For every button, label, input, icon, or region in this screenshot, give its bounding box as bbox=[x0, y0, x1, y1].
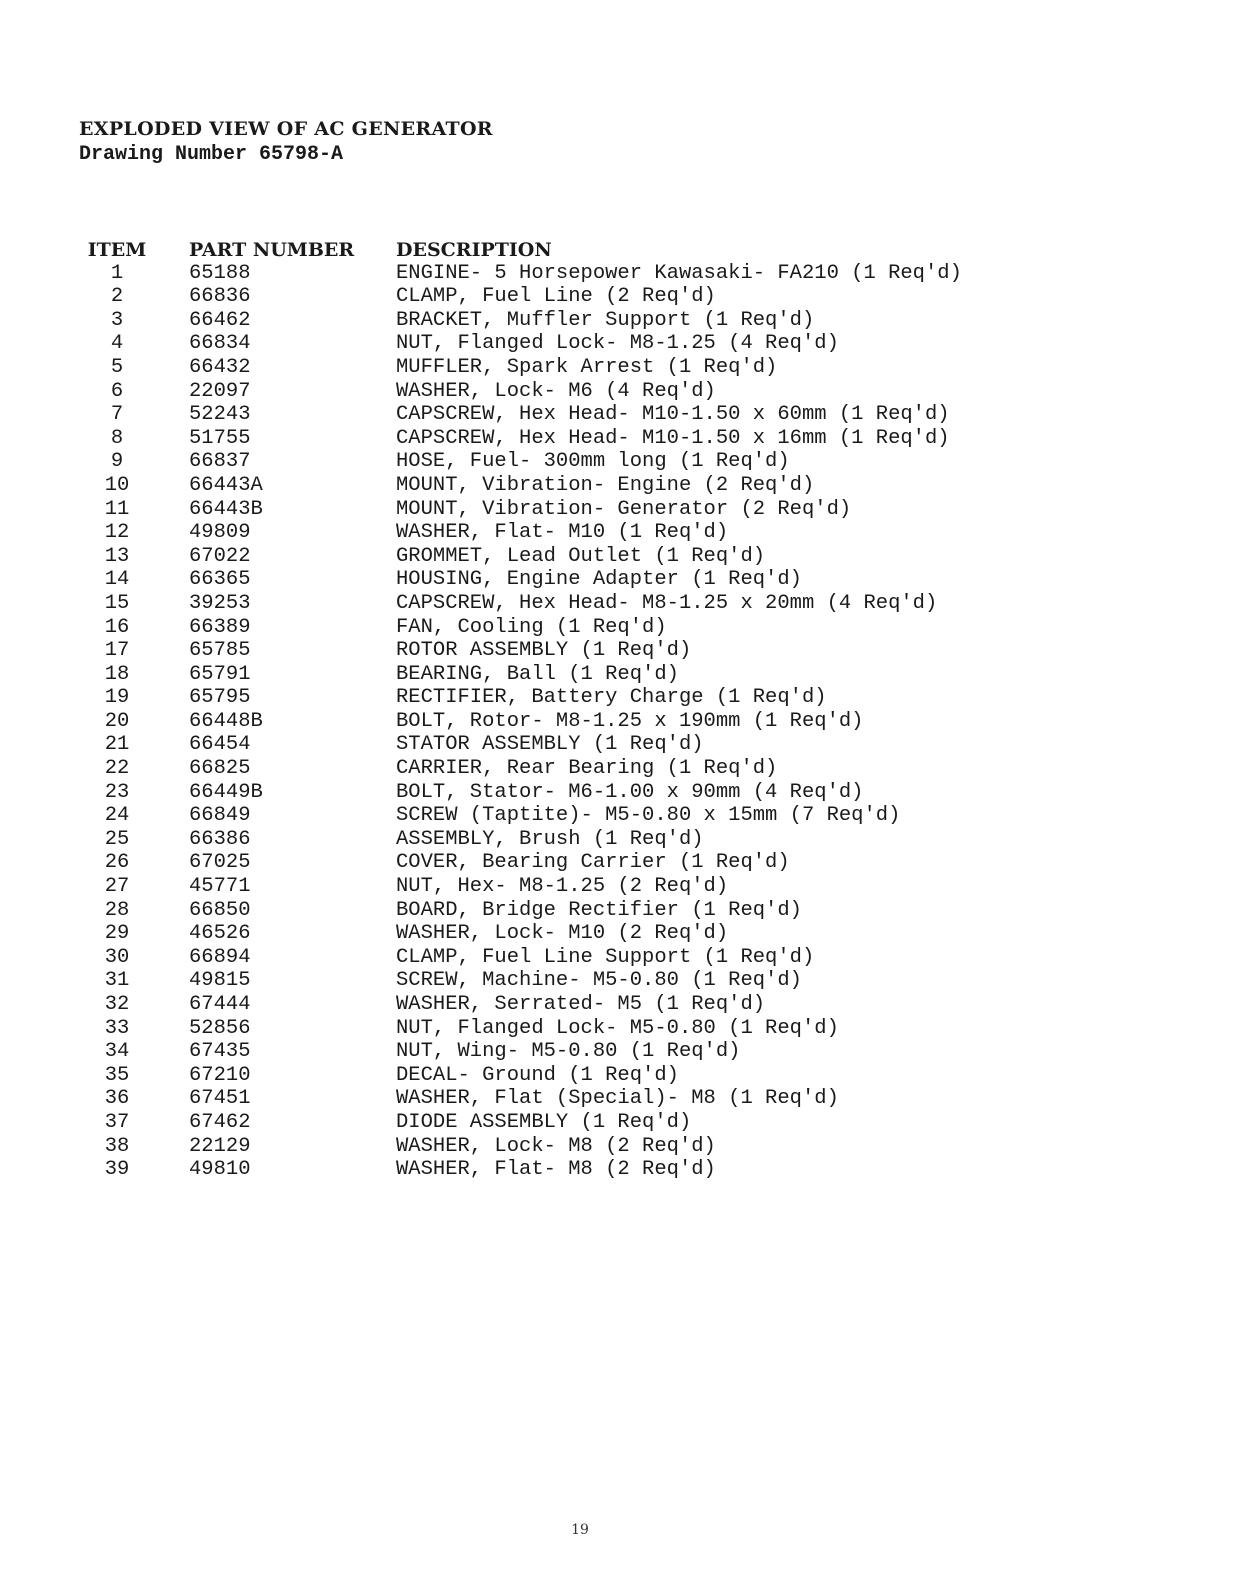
cell-item: 38 bbox=[104, 1134, 130, 1158]
cell-item: 33 bbox=[104, 1016, 130, 1040]
cell-part-number: 51755 bbox=[189, 426, 251, 450]
cell-part-number: 65188 bbox=[189, 261, 251, 285]
cell-part-number: 66834 bbox=[189, 332, 251, 356]
table-row bbox=[75, 804, 1076, 828]
cell-item: 25 bbox=[104, 827, 130, 851]
cell-part-number: 66454 bbox=[189, 733, 251, 757]
cell-part-number: 66837 bbox=[189, 450, 251, 474]
cell-description: ROTOR ASSEMBLY (1 Req'd) bbox=[396, 639, 692, 663]
table-row bbox=[75, 450, 1076, 474]
table-row bbox=[75, 379, 1076, 403]
cell-item: 20 bbox=[104, 709, 130, 733]
cell-item: 19 bbox=[104, 686, 130, 710]
cell-item: 17 bbox=[104, 639, 130, 663]
cell-item: 10 bbox=[104, 473, 130, 497]
table-row bbox=[75, 403, 1076, 427]
cell-item: 7 bbox=[110, 403, 124, 427]
cell-part-number: 45771 bbox=[189, 875, 251, 899]
cell-item: 1 bbox=[110, 261, 124, 285]
cell-part-number: 67451 bbox=[189, 1087, 251, 1111]
cell-part-number: 39253 bbox=[189, 591, 251, 615]
cell-item: 21 bbox=[104, 733, 130, 757]
cell-part-number: 66850 bbox=[189, 898, 251, 922]
table-header-row bbox=[75, 234, 1076, 261]
cell-item: 26 bbox=[104, 851, 130, 875]
cell-description: WASHER, Lock- M10 (2 Req'd) bbox=[396, 922, 729, 946]
table-row bbox=[75, 285, 1076, 309]
table-row bbox=[75, 615, 1076, 639]
cell-description: RECTIFIER, Battery Charge (1 Req'd) bbox=[396, 686, 827, 710]
parts-table bbox=[75, 234, 1076, 1181]
cell-item: 28 bbox=[104, 898, 130, 922]
page-number: 19 bbox=[571, 1522, 589, 1538]
cell-item: 32 bbox=[104, 993, 130, 1016]
cell-part-number: 67444 bbox=[189, 993, 251, 1016]
header-item: ITEM bbox=[87, 239, 147, 261]
cell-item: 30 bbox=[104, 945, 130, 969]
cell-item: 24 bbox=[104, 804, 130, 828]
cell-part-number: 66894 bbox=[189, 945, 251, 969]
table-row bbox=[75, 733, 1076, 757]
cell-description: NUT, Flanged Lock- M5-0.80 (1 Req'd) bbox=[396, 1016, 839, 1040]
cell-part-number: 67210 bbox=[189, 1063, 251, 1087]
cell-item: 16 bbox=[104, 615, 130, 639]
cell-item: 23 bbox=[104, 780, 130, 804]
table-row bbox=[75, 898, 1076, 922]
cell-part-number: 67435 bbox=[189, 1040, 251, 1064]
cell-description: WASHER, Lock- M6 (4 Req'd) bbox=[396, 379, 716, 403]
cell-part-number: 66443B bbox=[189, 497, 263, 521]
cell-description: HOSE, Fuel- 300mm long (1 Req'd) bbox=[396, 450, 790, 474]
cell-part-number: 67462 bbox=[189, 1110, 251, 1134]
cell-part-number: 67022 bbox=[189, 544, 251, 568]
cell-description: WASHER, Flat (Special)- M8 (1 Req'd) bbox=[396, 1087, 839, 1111]
table-row bbox=[75, 1158, 1076, 1182]
cell-part-number: 67025 bbox=[189, 851, 251, 875]
cell-part-number: 66448B bbox=[189, 709, 263, 733]
cell-description: BEARING, Ball (1 Req'd) bbox=[396, 662, 679, 686]
cell-part-number: 66389 bbox=[189, 615, 251, 639]
table-row bbox=[75, 709, 1076, 733]
cell-part-number: 22129 bbox=[189, 1134, 251, 1158]
cell-description: BOLT, Rotor- M8-1.25 x 190mm (1 Req'd) bbox=[396, 709, 864, 733]
table-row bbox=[75, 426, 1076, 450]
table-row bbox=[75, 851, 1076, 875]
cell-part-number: 52243 bbox=[189, 403, 251, 427]
table-row bbox=[75, 756, 1076, 780]
table-row bbox=[75, 332, 1076, 356]
cell-description: WASHER, Flat- M10 (1 Req'd) bbox=[396, 521, 729, 545]
cell-description: MUFFLER, Spark Arrest (1 Req'd) bbox=[396, 355, 778, 379]
cell-part-number: 52856 bbox=[189, 1016, 251, 1040]
cell-part-number: 66449B bbox=[189, 780, 263, 804]
cell-part-number: 49815 bbox=[189, 969, 251, 993]
table-row bbox=[75, 686, 1076, 710]
cell-part-number: 65795 bbox=[189, 686, 251, 710]
cell-item: 3 bbox=[110, 308, 124, 332]
table-row bbox=[75, 544, 1076, 568]
table-row bbox=[75, 945, 1076, 969]
cell-part-number: 66365 bbox=[189, 568, 251, 592]
table-row bbox=[75, 355, 1076, 379]
cell-description: STATOR ASSEMBLY (1 Req'd) bbox=[396, 733, 704, 757]
cell-part-number: 46526 bbox=[189, 922, 251, 946]
cell-item: 12 bbox=[104, 521, 130, 545]
cell-part-number: 66443A bbox=[189, 473, 263, 497]
document-title: EXPLODED VIEW OF AC GENERATOR bbox=[79, 118, 493, 140]
table-row bbox=[75, 1110, 1076, 1134]
cell-item: 2 bbox=[110, 285, 124, 309]
table-row bbox=[75, 1134, 1076, 1158]
cell-description: ASSEMBLY, Brush (1 Req'd) bbox=[396, 827, 704, 851]
table-row bbox=[75, 521, 1076, 545]
cell-item: 4 bbox=[110, 332, 124, 356]
cell-part-number: 66386 bbox=[189, 827, 251, 851]
table-row bbox=[75, 992, 1076, 1016]
header-part-number: PART NUMBER bbox=[189, 239, 355, 261]
cell-description: COVER, Bearing Carrier (1 Req'd) bbox=[396, 851, 790, 875]
cell-description: CAPSCREW, Hex Head- M10-1.50 x 60mm (1 Req'd) bbox=[396, 403, 950, 427]
cell-item: 35 bbox=[104, 1063, 130, 1087]
cell-part-number: 66432 bbox=[189, 355, 251, 379]
cell-description: MOUNT, Vibration- Generator (2 Req'd) bbox=[396, 497, 852, 521]
table-row bbox=[75, 922, 1076, 946]
cell-part-number: 66462 bbox=[189, 308, 251, 332]
table-row bbox=[75, 874, 1076, 898]
cell-part-number: 66836 bbox=[189, 285, 251, 309]
table-row bbox=[75, 639, 1076, 663]
table-row bbox=[75, 827, 1076, 851]
cell-item: 39 bbox=[104, 1158, 130, 1182]
cell-item: 18 bbox=[104, 662, 130, 686]
cell-item: 36 bbox=[104, 1087, 130, 1111]
cell-description: NUT, Flanged Lock- M8-1.25 (4 Req'd) bbox=[396, 332, 839, 356]
cell-item: 8 bbox=[110, 426, 124, 450]
cell-part-number: 65785 bbox=[189, 639, 251, 663]
cell-description: NUT, Hex- M8-1.25 (2 Req'd) bbox=[396, 875, 729, 899]
table-row bbox=[75, 497, 1076, 521]
cell-description: CAPSCREW, Hex Head- M10-1.50 x 16mm (1 Req'd) bbox=[396, 426, 950, 450]
table-row bbox=[75, 473, 1076, 497]
table-row bbox=[75, 591, 1076, 615]
cell-item: 29 bbox=[104, 922, 130, 946]
cell-item: 37 bbox=[104, 1110, 130, 1134]
cell-description: CARRIER, Rear Bearing (1 Req'd) bbox=[396, 757, 778, 781]
cell-item: 15 bbox=[104, 591, 130, 615]
cell-part-number: 22097 bbox=[189, 379, 251, 403]
cell-description: DECAL- Ground (1 Req'd) bbox=[396, 1063, 679, 1087]
table-row bbox=[75, 780, 1076, 804]
table-row bbox=[75, 1016, 1076, 1040]
cell-description: MOUNT, Vibration- Engine (2 Req'd) bbox=[396, 473, 815, 497]
table-row bbox=[75, 1063, 1076, 1087]
cell-description: SCREW, Machine- M5-0.80 (1 Req'd) bbox=[396, 969, 802, 993]
header-description: DESCRIPTION bbox=[396, 239, 552, 261]
cell-description: SCREW (Taptite)- M5-0.80 x 15mm (7 Req'd) bbox=[396, 804, 901, 828]
cell-description: DIODE ASSEMBLY (1 Req'd) bbox=[396, 1110, 692, 1134]
cell-description: CLAMP, Fuel Line (2 Req'd) bbox=[396, 285, 716, 309]
cell-description: ENGINE- 5 Horsepower Kawasaki- FA210 (1 Req'd) bbox=[396, 261, 962, 285]
cell-description: BOARD, Bridge Rectifier (1 Req'd) bbox=[396, 898, 802, 922]
table-row bbox=[75, 568, 1076, 592]
table-row bbox=[75, 969, 1076, 993]
cell-item: 27 bbox=[104, 875, 130, 899]
cell-part-number: 49810 bbox=[189, 1158, 251, 1182]
table-row bbox=[75, 308, 1076, 332]
cell-item: 13 bbox=[104, 544, 130, 568]
cell-description: WASHER, Serrated- M5 (1 Req'd) bbox=[396, 993, 766, 1016]
cell-part-number: 66825 bbox=[189, 757, 251, 781]
cell-description: BOLT, Stator- M6-1.00 x 90mm (4 Req'd) bbox=[396, 780, 864, 804]
table-row bbox=[75, 261, 1076, 285]
cell-item: 34 bbox=[104, 1040, 130, 1064]
cell-description: FAN, Cooling (1 Req'd) bbox=[396, 615, 667, 639]
cell-description: HOUSING, Engine Adapter (1 Req'd) bbox=[396, 568, 802, 592]
cell-part-number: 66849 bbox=[189, 804, 251, 828]
table-row bbox=[75, 1087, 1076, 1111]
table-row bbox=[75, 662, 1076, 686]
cell-description: WASHER, Lock- M8 (2 Req'd) bbox=[396, 1134, 716, 1158]
cell-part-number: 49809 bbox=[189, 521, 251, 545]
cell-description: CAPSCREW, Hex Head- M8-1.25 x 20mm (4 Req'd) bbox=[396, 591, 938, 615]
cell-item: 31 bbox=[104, 969, 130, 993]
cell-item: 11 bbox=[104, 497, 130, 521]
cell-description: CLAMP, Fuel Line Support (1 Req'd) bbox=[396, 945, 815, 969]
cell-item: 14 bbox=[104, 568, 130, 592]
drawing-number: Drawing Number 65798-A bbox=[79, 143, 344, 166]
cell-description: GROMMET, Lead Outlet (1 Req'd) bbox=[396, 544, 766, 568]
cell-description: BRACKET, Muffler Support (1 Req'd) bbox=[396, 308, 815, 332]
cell-part-number: 65791 bbox=[189, 662, 251, 686]
parts-table-body bbox=[75, 261, 1076, 1181]
cell-description: NUT, Wing- M5-0.80 (1 Req'd) bbox=[396, 1040, 741, 1064]
cell-item: 22 bbox=[104, 757, 130, 781]
table-row bbox=[75, 1040, 1076, 1064]
cell-item: 5 bbox=[110, 355, 124, 379]
cell-item: 6 bbox=[110, 379, 124, 403]
cell-description: WASHER, Flat- M8 (2 Req'd) bbox=[396, 1158, 716, 1182]
cell-item: 9 bbox=[110, 450, 124, 474]
